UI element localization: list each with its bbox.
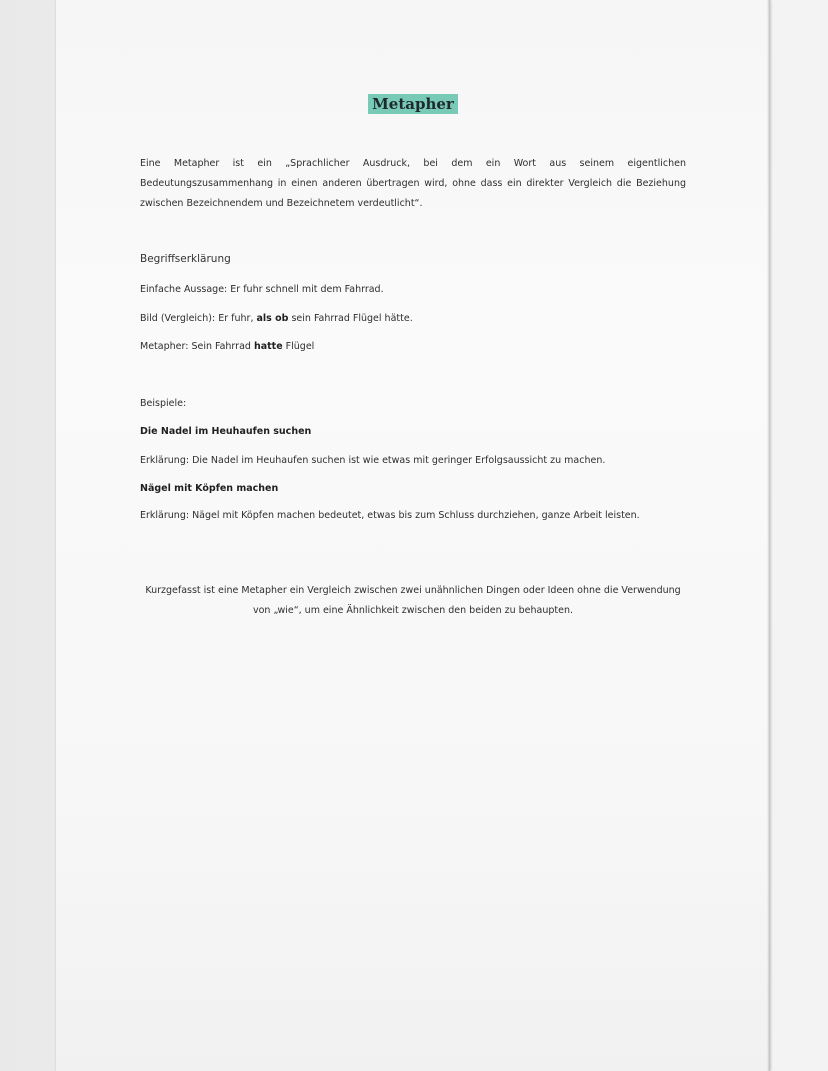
paper-sheet (56, 0, 770, 1071)
examples-heading: Beispiele: (140, 398, 187, 409)
metaphor-line (140, 337, 314, 356)
title-block (360, 94, 466, 116)
example-explanation: Erklärung: Die Nadel im Heuhaufen suchen ist wie etwas mit geringer Erfolgsaussicht zu machen. (140, 455, 606, 466)
comparison-line (140, 309, 413, 328)
comparison-keyword: als ob (256, 313, 289, 324)
example-phrase: Die Nadel im Heuhaufen suchen (140, 426, 312, 437)
definition-heading: Begriffserklärung (140, 253, 231, 265)
metaphor-suffix: Flügel (282, 341, 315, 352)
intro-paragraph: Eine Metapher ist ein „Sprachlicher Ausdruck, bei dem ein Wort aus seinem eigentlichen Bedeutungszusammenhang in einen anderen übertragen wird, ohne dass ein direkter Vergleich die Beziehung zwischen Bezeichnendem und Bezeichnetem verdeutlicht“. (140, 158, 686, 209)
metaphor-prefix: Metapher: Sein Fahrrad (140, 341, 254, 352)
simple-statement: Einfache Aussage: Er fuhr schnell mit dem Fahrrad. (140, 284, 384, 295)
comparison-suffix: sein Fahrrad Flügel hätte. (288, 313, 413, 324)
summary-paragraph: Kurzgefasst ist eine Metapher ein Vergleich zwischen zwei unähnlichen Dingen oder Ideen ohne die Verwendung von „wie“, um eine Ähnlichkeit zwischen den beiden zu behaupten. (145, 585, 681, 616)
example-explanation: Erklärung: Nägel mit Köpfen machen bedeutet, etwas bis zum Schluss durchziehen, ganze Arbeit leisten. (140, 510, 640, 521)
example-phrase: Nägel mit Köpfen machen (140, 483, 279, 494)
document-title: Metapher (368, 94, 458, 114)
paper-edge-shadow (767, 0, 770, 1071)
metaphor-keyword: hatte (253, 341, 283, 352)
comparison-prefix: Bild (Vergleich): Er fuhr, (140, 313, 257, 324)
